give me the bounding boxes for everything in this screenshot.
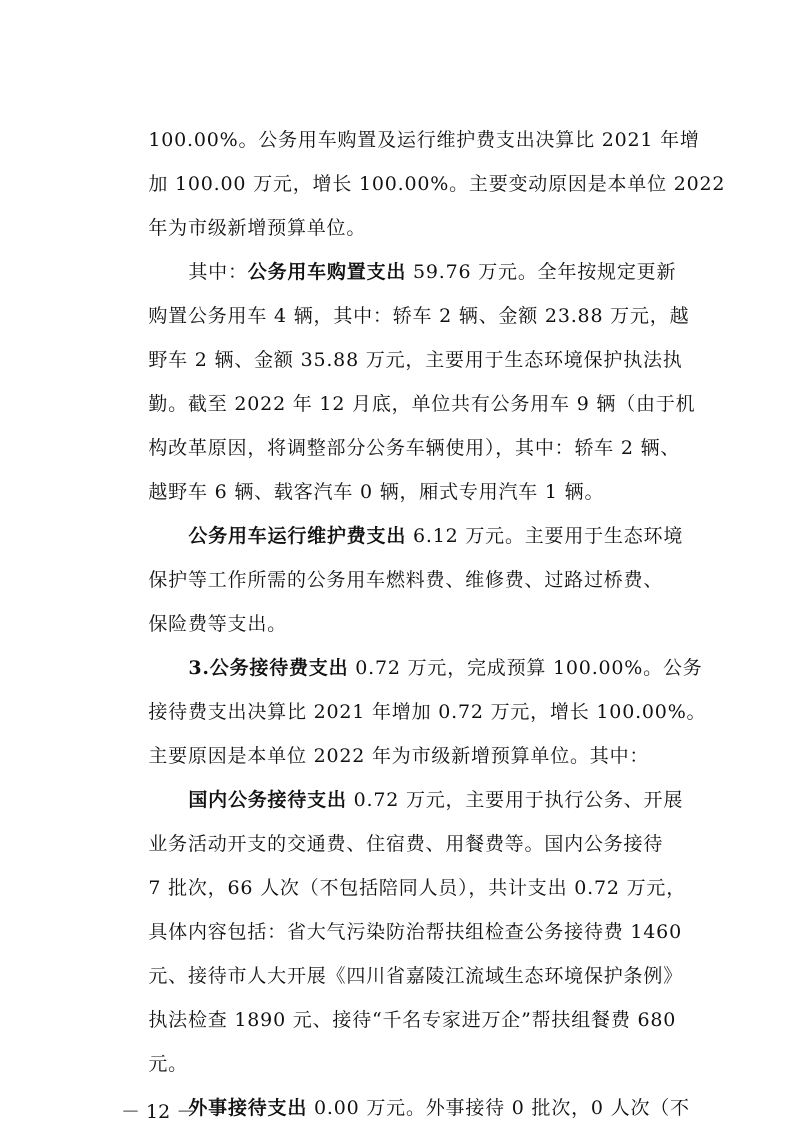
text-segment: 接待费支出决算比 2021 年增加 0.72 万元，增长 100.00%。 [148,701,707,723]
text-segment: 0.72 万元，完成预算 100.00%。公务 [348,657,703,679]
bold-heading-segment: 3.公务接待费支出 [188,657,349,679]
text-segment: 0.00 万元。外事接待 0 批次，0 人次（不 [307,1097,690,1119]
bold-heading-segment: 公务用车运行维护费支出 [188,525,407,547]
text-segment: 6.12 万元。主要用于生态环境 [406,525,684,547]
text-segment: 其中： [188,261,248,283]
text-segment: 构改革原因，将调整部分公务车辆使用），其中：轿车 2 辆、 [148,437,681,459]
text-segment: 0.72 万元，主要用于执行公务、开展 [346,789,684,811]
page-number: － 12 － [121,1101,196,1123]
bold-heading-segment: 国内公务接待支出 [188,789,347,811]
text-segment: 元、接待市人大开展《四川省嘉陵江流域生态环境保护条例》 [148,965,683,987]
text-segment: 野车 2 辆、金额 35.88 万元，主要用于生态环境保护执法执 [148,349,683,371]
text-segment: 业务活动开支的交通费、住宿费、用餐费等。国内公务接待 [148,833,664,855]
text-line-21 [121,984,676,1056]
text-segment: 越野车 6 辆、载客汽车 0 辆，厢式专用汽车 1 辆。 [148,481,605,503]
text-segment: 执法检查 1890 元、接待“千名专家进万企”帮扶组餐费 680 [148,1009,677,1031]
text-segment: 元。 [148,1053,188,1075]
bold-heading-segment: 外事接待支出 [188,1097,308,1119]
text-segment: 59.76 万元。全年按规定更新 [406,261,677,283]
bold-heading-segment: 公务用车购置支出 [247,261,407,283]
text-segment: 保护等工作所需的公务用车燃料费、维修费、过路过桥费、 [148,569,664,591]
text-segment: 购置公务用车 4 辆，其中：轿车 2 辆、金额 23.88 万元，越 [148,305,690,327]
text-segment: 保险费等支出。 [148,613,287,635]
text-segment: 具体内容包括：省大气污染防治帮扶组检查公务接待费 1460 [148,921,682,943]
text-segment: 100.00%。公务用车购置及运行维护费支出决算比 2021 年增 [148,129,700,151]
text-segment: 主要原因是本单位 2022 年为市级新增预算单位。其中： [148,745,650,767]
text-segment: 7 批次，66 人次（不包括陪同人员），共计支出 0.72 万元， [148,877,686,899]
text-segment: 勤。截至 2022 年 12 月底，单位共有公务用车 9 辆（由于机 [148,393,696,415]
text-line-23 [161,1072,690,1144]
text-segment: 年为市级新增预算单位。 [148,217,367,239]
text-segment: 加 100.00 万元，增长 100.00%。主要变动原因是本单位 2022 [148,173,726,195]
